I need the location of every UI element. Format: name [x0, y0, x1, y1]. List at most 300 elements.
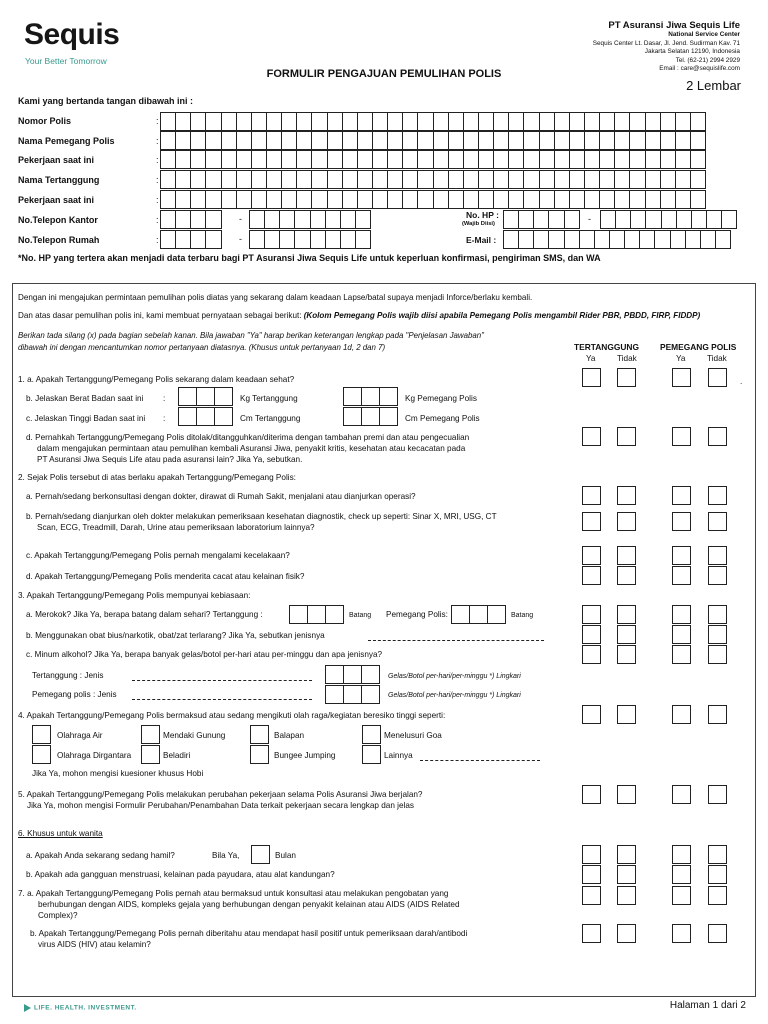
tidak-checkbox[interactable] — [708, 427, 727, 446]
ya-checkbox[interactable] — [582, 705, 601, 724]
checkbox-menelusuri-goa[interactable] — [362, 725, 381, 744]
telepon-rumah-number-boxes[interactable] — [249, 230, 370, 249]
char-box[interactable] — [205, 150, 221, 169]
char-box[interactable] — [379, 407, 398, 426]
char-box[interactable] — [523, 150, 539, 169]
char-box[interactable] — [508, 112, 524, 131]
char-box[interactable] — [221, 131, 237, 150]
char-box[interactable] — [660, 170, 676, 189]
char-box[interactable] — [523, 131, 539, 150]
char-box[interactable] — [675, 150, 691, 169]
char-box[interactable] — [236, 131, 252, 150]
char-box[interactable] — [372, 190, 388, 209]
char-box[interactable] — [493, 170, 509, 189]
tidak-checkbox[interactable] — [708, 845, 727, 864]
tidak-checkbox[interactable] — [617, 924, 636, 943]
tidak-checkbox[interactable] — [617, 546, 636, 565]
char-box[interactable] — [417, 131, 433, 150]
no-hp-prefix-boxes[interactable] — [503, 210, 579, 229]
checkbox-olahraga-dirgantara[interactable] — [32, 745, 51, 764]
char-box[interactable] — [554, 170, 570, 189]
char-box[interactable] — [463, 150, 479, 169]
char-box[interactable] — [417, 150, 433, 169]
char-box[interactable] — [629, 150, 645, 169]
checkbox-bungee-jumping[interactable] — [250, 745, 269, 764]
char-box[interactable] — [251, 131, 267, 150]
char-box[interactable] — [296, 190, 312, 209]
char-box[interactable] — [372, 131, 388, 150]
tidak-checkbox[interactable] — [617, 605, 636, 624]
ya-checkbox[interactable] — [582, 845, 601, 864]
ya-checkbox[interactable] — [672, 924, 691, 943]
char-box[interactable] — [387, 150, 403, 169]
char-box[interactable] — [214, 387, 233, 406]
char-box[interactable] — [599, 112, 615, 131]
char-box[interactable] — [160, 190, 176, 209]
ya-checkbox[interactable] — [582, 886, 601, 905]
char-box[interactable] — [685, 230, 701, 249]
char-box[interactable] — [523, 112, 539, 131]
alkohol-pemegang-boxes[interactable] — [325, 685, 379, 704]
char-box[interactable] — [564, 210, 580, 229]
char-box[interactable] — [690, 190, 706, 209]
char-box[interactable] — [343, 387, 362, 406]
ya-checkbox[interactable] — [672, 427, 691, 446]
char-box[interactable] — [639, 230, 655, 249]
char-box[interactable] — [645, 170, 661, 189]
char-box[interactable] — [190, 170, 206, 189]
tidak-checkbox[interactable] — [617, 705, 636, 724]
char-box[interactable] — [402, 112, 418, 131]
tidak-checkbox[interactable] — [708, 645, 727, 664]
char-box[interactable] — [281, 170, 297, 189]
char-box[interactable] — [160, 210, 176, 229]
char-box[interactable] — [266, 112, 282, 131]
ya-checkbox[interactable] — [672, 546, 691, 565]
char-box[interactable] — [310, 210, 326, 229]
ya-checkbox[interactable] — [582, 486, 601, 505]
char-box[interactable] — [533, 230, 549, 249]
char-box[interactable] — [355, 230, 371, 249]
char-box[interactable] — [629, 190, 645, 209]
email-boxes[interactable] — [503, 230, 730, 249]
ya-checkbox[interactable] — [672, 785, 691, 804]
char-box[interactable] — [721, 210, 737, 229]
nama-tertanggung-boxes[interactable] — [160, 170, 705, 189]
nomor-polis-boxes[interactable] — [160, 112, 705, 131]
tidak-checkbox[interactable] — [617, 886, 636, 905]
char-box[interactable] — [279, 210, 295, 229]
char-box[interactable] — [645, 210, 661, 229]
nama-pemegang-boxes[interactable] — [160, 131, 705, 150]
char-box[interactable] — [533, 210, 549, 229]
ya-checkbox[interactable] — [582, 785, 601, 804]
char-box[interactable] — [508, 131, 524, 150]
char-box[interactable] — [175, 131, 191, 150]
ya-checkbox[interactable] — [672, 368, 691, 387]
telepon-rumah-area-boxes[interactable] — [160, 230, 221, 249]
char-box[interactable] — [433, 131, 449, 150]
char-box[interactable] — [342, 131, 358, 150]
char-box[interactable] — [518, 210, 534, 229]
alkohol-tertanggung-boxes[interactable] — [325, 665, 379, 684]
q3b-answer-line[interactable] — [368, 632, 544, 641]
char-box[interactable] — [584, 131, 600, 150]
checkbox-olahraga-air[interactable] — [32, 725, 51, 744]
char-box[interactable] — [645, 150, 661, 169]
char-box[interactable] — [214, 407, 233, 426]
tidak-checkbox[interactable] — [617, 486, 636, 505]
char-box[interactable] — [236, 150, 252, 169]
char-box[interactable] — [624, 230, 640, 249]
char-box[interactable] — [355, 210, 371, 229]
checkbox-lainnya[interactable] — [362, 745, 381, 764]
char-box[interactable] — [311, 170, 327, 189]
char-box[interactable] — [614, 131, 630, 150]
char-box[interactable] — [670, 230, 686, 249]
char-box[interactable] — [190, 112, 206, 131]
char-box[interactable] — [675, 190, 691, 209]
ya-checkbox[interactable] — [582, 625, 601, 644]
char-box[interactable] — [294, 230, 310, 249]
checkbox-beladiri[interactable] — [141, 745, 160, 764]
char-box[interactable] — [503, 230, 519, 249]
char-box[interactable] — [448, 112, 464, 131]
char-box[interactable] — [478, 170, 494, 189]
char-box[interactable] — [518, 230, 534, 249]
char-box[interactable] — [175, 150, 191, 169]
char-box[interactable] — [539, 112, 555, 131]
char-box[interactable] — [433, 112, 449, 131]
char-box[interactable] — [325, 685, 344, 704]
char-box[interactable] — [196, 387, 215, 406]
char-box[interactable] — [609, 230, 625, 249]
char-box[interactable] — [175, 112, 191, 131]
char-box[interactable] — [221, 170, 237, 189]
char-box[interactable] — [175, 190, 191, 209]
char-box[interactable] — [600, 210, 616, 229]
char-box[interactable] — [249, 210, 265, 229]
char-box[interactable] — [614, 170, 630, 189]
char-box[interactable] — [327, 150, 343, 169]
char-box[interactable] — [357, 150, 373, 169]
char-box[interactable] — [478, 131, 494, 150]
char-box[interactable] — [493, 131, 509, 150]
char-box[interactable] — [614, 190, 630, 209]
char-box[interactable] — [599, 150, 615, 169]
char-box[interactable] — [372, 112, 388, 131]
char-box[interactable] — [478, 150, 494, 169]
char-box[interactable] — [251, 150, 267, 169]
tidak-checkbox[interactable] — [708, 546, 727, 565]
char-box[interactable] — [548, 210, 564, 229]
char-box[interactable] — [357, 112, 373, 131]
char-box[interactable] — [279, 230, 295, 249]
pekerjaan-tertanggung-boxes[interactable] — [160, 190, 705, 209]
char-box[interactable] — [221, 190, 237, 209]
char-box[interactable] — [249, 230, 265, 249]
char-box[interactable] — [690, 131, 706, 150]
char-box[interactable] — [387, 190, 403, 209]
char-box[interactable] — [251, 112, 267, 131]
tinggi-tertanggung-boxes[interactable] — [178, 407, 232, 426]
tidak-checkbox[interactable] — [708, 705, 727, 724]
char-box[interactable] — [614, 150, 630, 169]
char-box[interactable] — [340, 230, 356, 249]
char-box[interactable] — [539, 131, 555, 150]
char-box[interactable] — [539, 150, 555, 169]
char-box[interactable] — [448, 150, 464, 169]
char-box[interactable] — [343, 665, 362, 684]
char-box[interactable] — [417, 112, 433, 131]
tidak-checkbox[interactable] — [617, 865, 636, 884]
char-box[interactable] — [569, 190, 585, 209]
char-box[interactable] — [402, 150, 418, 169]
char-box[interactable] — [281, 150, 297, 169]
char-box[interactable] — [325, 210, 341, 229]
tidak-checkbox[interactable] — [708, 924, 727, 943]
char-box[interactable] — [205, 230, 221, 249]
char-box[interactable] — [448, 190, 464, 209]
char-box[interactable] — [690, 150, 706, 169]
char-box[interactable] — [327, 112, 343, 131]
char-box[interactable] — [160, 170, 176, 189]
char-box[interactable] — [361, 407, 380, 426]
tertanggung-jenis-line[interactable] — [132, 672, 312, 681]
char-box[interactable] — [584, 170, 600, 189]
char-box[interactable] — [205, 170, 221, 189]
char-box[interactable] — [417, 190, 433, 209]
tidak-checkbox[interactable] — [708, 886, 727, 905]
char-box[interactable] — [554, 112, 570, 131]
rokok-pemegang-boxes[interactable] — [451, 605, 505, 624]
char-box[interactable] — [594, 230, 610, 249]
checkbox-mendaki-gunung[interactable] — [141, 725, 160, 744]
char-box[interactable] — [463, 170, 479, 189]
char-box[interactable] — [160, 112, 176, 131]
tidak-checkbox[interactable] — [617, 368, 636, 387]
char-box[interactable] — [690, 112, 706, 131]
char-box[interactable] — [402, 190, 418, 209]
char-box[interactable] — [310, 230, 326, 249]
char-box[interactable] — [372, 150, 388, 169]
char-box[interactable] — [221, 112, 237, 131]
char-box[interactable] — [327, 131, 343, 150]
pekerjaan-pemegang-boxes[interactable] — [160, 150, 705, 169]
char-box[interactable] — [629, 170, 645, 189]
char-box[interactable] — [296, 170, 312, 189]
tidak-checkbox[interactable] — [617, 427, 636, 446]
char-box[interactable] — [311, 131, 327, 150]
char-box[interactable] — [190, 150, 206, 169]
char-box[interactable] — [539, 190, 555, 209]
berat-pemegang-boxes[interactable] — [343, 387, 397, 406]
char-box[interactable] — [296, 112, 312, 131]
char-box[interactable] — [629, 131, 645, 150]
ya-checkbox[interactable] — [672, 645, 691, 664]
char-box[interactable] — [190, 131, 206, 150]
char-box[interactable] — [584, 112, 600, 131]
char-box[interactable] — [343, 685, 362, 704]
rokok-tertanggung-boxes[interactable] — [289, 605, 343, 624]
char-box[interactable] — [645, 190, 661, 209]
char-box[interactable] — [387, 112, 403, 131]
char-box[interactable] — [325, 230, 341, 249]
char-box[interactable] — [205, 112, 221, 131]
ya-checkbox[interactable] — [582, 512, 601, 531]
ya-checkbox[interactable] — [582, 566, 601, 585]
char-box[interactable] — [289, 605, 308, 624]
char-box[interactable] — [493, 190, 509, 209]
char-box[interactable] — [190, 210, 206, 229]
char-box[interactable] — [236, 112, 252, 131]
char-box[interactable] — [433, 150, 449, 169]
char-box[interactable] — [281, 131, 297, 150]
char-box[interactable] — [579, 230, 595, 249]
char-box[interactable] — [361, 665, 380, 684]
char-box[interactable] — [645, 131, 661, 150]
lainnya-line[interactable] — [420, 752, 540, 761]
char-box[interactable] — [614, 112, 630, 131]
char-box[interactable] — [629, 112, 645, 131]
tidak-checkbox[interactable] — [617, 625, 636, 644]
char-box[interactable] — [523, 190, 539, 209]
char-box[interactable] — [266, 131, 282, 150]
char-box[interactable] — [645, 112, 661, 131]
char-box[interactable] — [463, 131, 479, 150]
char-box[interactable] — [660, 150, 676, 169]
char-box[interactable] — [448, 170, 464, 189]
ya-checkbox[interactable] — [582, 546, 601, 565]
char-box[interactable] — [327, 170, 343, 189]
char-box[interactable] — [325, 665, 344, 684]
char-box[interactable] — [690, 170, 706, 189]
char-box[interactable] — [178, 407, 197, 426]
char-box[interactable] — [281, 112, 297, 131]
char-box[interactable] — [264, 230, 280, 249]
char-box[interactable] — [311, 112, 327, 131]
char-box[interactable] — [340, 210, 356, 229]
char-box[interactable] — [691, 210, 707, 229]
tidak-checkbox[interactable] — [617, 566, 636, 585]
char-box[interactable] — [205, 210, 221, 229]
char-box[interactable] — [357, 170, 373, 189]
char-box[interactable] — [630, 210, 646, 229]
char-box[interactable] — [469, 605, 488, 624]
tinggi-pemegang-boxes[interactable] — [343, 407, 397, 426]
berat-tertanggung-boxes[interactable] — [178, 387, 232, 406]
char-box[interactable] — [508, 170, 524, 189]
telepon-kantor-area-boxes[interactable] — [160, 210, 221, 229]
char-box[interactable] — [660, 190, 676, 209]
char-box[interactable] — [487, 605, 506, 624]
tidak-checkbox[interactable] — [708, 865, 727, 884]
tidak-checkbox[interactable] — [708, 566, 727, 585]
tidak-checkbox[interactable] — [617, 512, 636, 531]
char-box[interactable] — [433, 190, 449, 209]
char-box[interactable] — [433, 170, 449, 189]
char-box[interactable] — [307, 605, 326, 624]
char-box[interactable] — [554, 150, 570, 169]
char-box[interactable] — [675, 112, 691, 131]
ya-checkbox[interactable] — [582, 427, 601, 446]
char-box[interactable] — [706, 210, 722, 229]
char-box[interactable] — [178, 387, 197, 406]
char-box[interactable] — [296, 131, 312, 150]
char-box[interactable] — [523, 170, 539, 189]
char-box[interactable] — [599, 170, 615, 189]
char-box[interactable] — [564, 230, 580, 249]
ya-checkbox[interactable] — [672, 512, 691, 531]
char-box[interactable] — [190, 190, 206, 209]
char-box[interactable] — [463, 190, 479, 209]
char-box[interactable] — [205, 131, 221, 150]
char-box[interactable] — [700, 230, 716, 249]
char-box[interactable] — [311, 190, 327, 209]
tidak-checkbox[interactable] — [617, 645, 636, 664]
char-box[interactable] — [569, 170, 585, 189]
char-box[interactable] — [266, 190, 282, 209]
tidak-checkbox[interactable] — [617, 785, 636, 804]
char-box[interactable] — [554, 190, 570, 209]
char-box[interactable] — [175, 230, 191, 249]
char-box[interactable] — [236, 170, 252, 189]
char-box[interactable] — [342, 170, 358, 189]
char-box[interactable] — [451, 605, 470, 624]
char-box[interactable] — [599, 131, 615, 150]
char-box[interactable] — [402, 131, 418, 150]
char-box[interactable] — [325, 605, 344, 624]
pemegang-jenis-line[interactable] — [132, 691, 312, 700]
ya-checkbox[interactable] — [582, 924, 601, 943]
char-box[interactable] — [251, 170, 267, 189]
char-box[interactable] — [175, 210, 191, 229]
ya-checkbox[interactable] — [672, 486, 691, 505]
char-box[interactable] — [676, 210, 692, 229]
char-box[interactable] — [493, 150, 509, 169]
char-box[interactable] — [615, 210, 631, 229]
ya-checkbox[interactable] — [582, 605, 601, 624]
char-box[interactable] — [675, 170, 691, 189]
char-box[interactable] — [372, 170, 388, 189]
char-box[interactable] — [196, 407, 215, 426]
char-box[interactable] — [311, 150, 327, 169]
char-box[interactable] — [294, 210, 310, 229]
char-box[interactable] — [236, 190, 252, 209]
ya-checkbox[interactable] — [672, 865, 691, 884]
char-box[interactable] — [327, 190, 343, 209]
tidak-checkbox[interactable] — [617, 845, 636, 864]
char-box[interactable] — [221, 150, 237, 169]
char-box[interactable] — [205, 190, 221, 209]
char-box[interactable] — [160, 150, 176, 169]
char-box[interactable] — [417, 170, 433, 189]
ya-checkbox[interactable] — [672, 845, 691, 864]
ya-checkbox[interactable] — [672, 886, 691, 905]
ya-checkbox[interactable] — [672, 605, 691, 624]
char-box[interactable] — [493, 112, 509, 131]
char-box[interactable] — [175, 170, 191, 189]
char-box[interactable] — [584, 150, 600, 169]
ya-checkbox[interactable] — [582, 645, 601, 664]
char-box[interactable] — [569, 112, 585, 131]
tidak-checkbox[interactable] — [708, 605, 727, 624]
tidak-checkbox[interactable] — [708, 368, 727, 387]
tidak-checkbox[interactable] — [708, 625, 727, 644]
ya-checkbox[interactable] — [672, 705, 691, 724]
char-box[interactable] — [264, 210, 280, 229]
tidak-checkbox[interactable] — [708, 785, 727, 804]
